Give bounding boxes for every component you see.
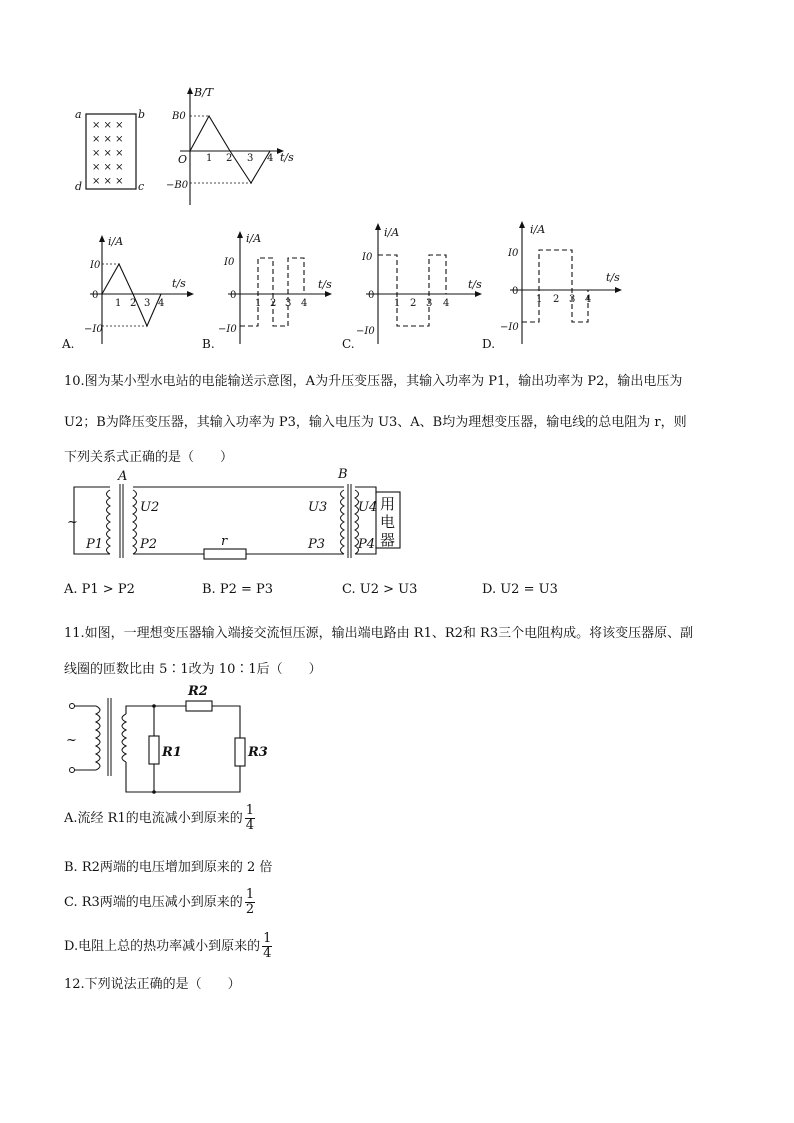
option-c-graph bbox=[340, 222, 490, 350]
svg-text:3: 3 bbox=[247, 153, 254, 164]
option-b-letter: B. bbox=[202, 337, 215, 351]
svg-text:r: r bbox=[221, 534, 228, 549]
svg-text:i/A: i/A bbox=[246, 232, 262, 245]
corner-c: c bbox=[138, 180, 145, 193]
svg-text:I0: I0 bbox=[508, 248, 519, 259]
svg-text:A: A bbox=[118, 469, 128, 484]
svg-text:× × ×: × × × bbox=[92, 162, 124, 173]
q11-option-a: A.流经 R1的电流减小到原来的 $\frac{1}{4}$ bbox=[64, 803, 254, 833]
option-c-letter: C. bbox=[342, 337, 355, 351]
corner-a: a bbox=[75, 108, 82, 121]
q10-option-c: C. U2 > U3 bbox=[342, 582, 418, 597]
svg-text:× × ×: × × × bbox=[92, 176, 124, 187]
option-d-letter: D. bbox=[482, 337, 496, 351]
svg-text:2: 2 bbox=[226, 153, 233, 164]
svg-text:I0: I0 bbox=[224, 257, 235, 268]
svg-text:× × ×: × × × bbox=[92, 120, 124, 131]
fraction-one-quarter-d: $\frac{1}{4}$ bbox=[263, 931, 272, 961]
svg-text:R1: R1 bbox=[162, 745, 182, 760]
device-label-3: 器 bbox=[380, 531, 396, 549]
b0-label: B0 bbox=[172, 111, 186, 122]
svg-text:U3: U3 bbox=[308, 500, 328, 515]
svg-text:i/A: i/A bbox=[530, 223, 546, 236]
q10-line-2: U2；B为降压变压器，其输入功率为 P3，输入电压为 U3、A、B均为理想变压器，输电线的总电阻为 r，则 bbox=[64, 415, 687, 430]
q10-line-3: 下列关系式正确的是（ ） bbox=[64, 450, 234, 465]
svg-text:2: 2 bbox=[553, 294, 560, 305]
option-a-graph bbox=[60, 232, 200, 350]
svg-text:~: ~ bbox=[67, 515, 78, 530]
corner-d: d bbox=[75, 180, 83, 193]
svg-text:4: 4 bbox=[158, 298, 165, 309]
svg-text:4: 4 bbox=[267, 153, 274, 164]
svg-text:P1: P1 bbox=[86, 537, 104, 552]
option-b-graph bbox=[200, 228, 340, 350]
svg-text:4: 4 bbox=[585, 294, 592, 305]
svg-text:3: 3 bbox=[144, 298, 151, 309]
svg-text:4: 4 bbox=[301, 298, 308, 309]
svg-text:1: 1 bbox=[115, 298, 122, 309]
svg-text:1: 1 bbox=[255, 298, 262, 309]
field-loop-diagram bbox=[70, 105, 150, 195]
svg-text:−I0: −I0 bbox=[500, 322, 519, 333]
device-label-1: 用 bbox=[380, 495, 396, 513]
q10-option-a: A. P1 > P2 bbox=[64, 582, 135, 597]
q10-option-d: D. U2 = U3 bbox=[482, 582, 558, 597]
svg-text:0: 0 bbox=[92, 290, 99, 301]
svg-text:0: 0 bbox=[512, 286, 519, 297]
svg-text:R2: R2 bbox=[188, 684, 208, 699]
device-label-2: 电 bbox=[380, 513, 396, 531]
svg-text:I0: I0 bbox=[90, 260, 101, 271]
q12-line-1: 12.下列说法正确的是（ ） bbox=[64, 977, 241, 992]
svg-text:2: 2 bbox=[410, 298, 417, 309]
q11-option-b: B. R2两端的电压增加到原来的 2 倍 bbox=[64, 860, 273, 875]
q11-line-2: 线圈的匝数比由 5∶1改为 10∶1后（ ） bbox=[64, 662, 322, 677]
svg-text:i/A: i/A bbox=[384, 226, 400, 239]
svg-text:1: 1 bbox=[206, 153, 213, 164]
q11-option-c: C. R3两端的电压减小到原来的 $\frac{1}{2}$ bbox=[64, 887, 255, 917]
svg-text:U4: U4 bbox=[358, 500, 378, 515]
svg-text:1: 1 bbox=[394, 298, 401, 309]
svg-text:3: 3 bbox=[285, 298, 292, 309]
q10-line-1: 10.图为某小型水电站的电能输送示意图，A为升压变压器，其输入功率为 P1，输出功率为 P2，输出电压为 bbox=[64, 374, 683, 389]
neg-b0-label: −B0 bbox=[166, 180, 189, 191]
option-d-graph bbox=[480, 218, 630, 350]
svg-text:t/s: t/s bbox=[172, 277, 186, 290]
fraction-one-half: $\frac{1}{2}$ bbox=[245, 887, 255, 917]
b-axis-label: B/T bbox=[194, 86, 214, 99]
svg-text:4: 4 bbox=[443, 298, 450, 309]
svg-text:0: 0 bbox=[230, 290, 237, 301]
svg-text:−I0: −I0 bbox=[356, 326, 375, 337]
svg-text:R3: R3 bbox=[248, 745, 268, 760]
fraction-one-quarter-a: $\frac{1}{4}$ bbox=[245, 803, 254, 833]
corner-b: b bbox=[138, 108, 146, 121]
svg-text:t/s: t/s bbox=[468, 278, 482, 291]
svg-text:I0: I0 bbox=[362, 252, 373, 263]
q11-option-d: D.电阻上总的热功率减小到原来的 $\frac{1}{4}$ bbox=[64, 931, 272, 961]
svg-text:× × ×: × × × bbox=[92, 148, 124, 159]
svg-text:3: 3 bbox=[569, 294, 576, 305]
svg-text:−I0: −I0 bbox=[84, 324, 103, 335]
svg-text:t/s: t/s bbox=[606, 271, 620, 284]
svg-text:P3: P3 bbox=[308, 537, 326, 552]
svg-text:2: 2 bbox=[130, 298, 137, 309]
svg-text:3: 3 bbox=[426, 298, 433, 309]
option-a-letter: A. bbox=[62, 337, 75, 351]
svg-text:0: 0 bbox=[368, 290, 375, 301]
t-axis-label: t/s bbox=[280, 151, 294, 164]
q11-line-1: 11.如图，一理想变压器输入端接交流恒压源，输出端电路由 R1、R2和 R3三个电阻构成。将该变压器原、副 bbox=[64, 626, 694, 641]
b-t-graph bbox=[166, 85, 300, 210]
svg-text:U2: U2 bbox=[140, 500, 160, 515]
svg-text:B: B bbox=[338, 467, 348, 482]
svg-text:P4: P4 bbox=[358, 537, 376, 552]
power-transmission-diagram bbox=[64, 466, 424, 566]
transformer-resistor-circuit bbox=[64, 680, 268, 800]
svg-text:P2: P2 bbox=[140, 537, 158, 552]
svg-text:2: 2 bbox=[270, 298, 277, 309]
origin-label: O bbox=[178, 153, 188, 166]
svg-text:1: 1 bbox=[536, 294, 543, 305]
svg-text:−I0: −I0 bbox=[218, 324, 237, 335]
svg-text:~: ~ bbox=[66, 733, 77, 748]
svg-text:× × ×: × × × bbox=[92, 134, 124, 145]
svg-text:t/s: t/s bbox=[318, 278, 332, 291]
q10-option-b: B. P2 = P3 bbox=[202, 582, 274, 597]
svg-text:i/A: i/A bbox=[108, 235, 124, 248]
